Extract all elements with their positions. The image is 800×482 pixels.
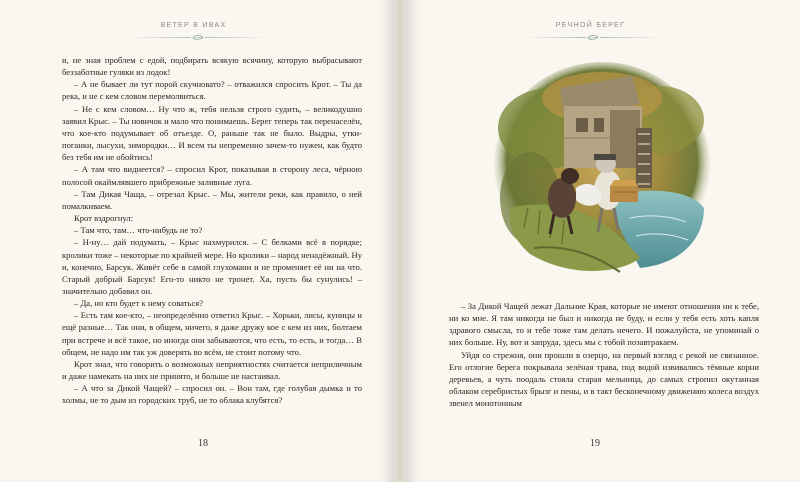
leaf-ornament-icon (586, 33, 600, 42)
hamper-basket (610, 180, 638, 202)
paragraph: – Там Дикая Чаща, – отрезал Крыс. – Мы, жители реки, как правило, о ней помалкиваем. (62, 188, 362, 211)
running-head-right: РЕЧНОЙ БЕРЕГ (555, 22, 626, 29)
paragraph: – Есть там кое-кто, – неопределённо ответил Крыс. – Хорьки, лисы, куницы и ещё разные… Так они, в общем, ничего, я даже дружу кое с кем из них, болтаем при встрече и всё такое, но иногда они забываются, что есть, то есть, и тогда… В общем, не надо им так уж доверять во всём, не стоит потому что. (62, 310, 362, 357)
paragraph: – Н-ну… дай подумать, – Крыс нахмурился. – С белками всё в порядке; кролики тоже – некоторые по крайней мере. Но кролики – народ ненадёжный. Ну и, конечно, Барсук. Живёт себе в самой глухомани и не променяет её ни на что. Старый добрый Барсук! Его-то никто не тронет. Ха, пусть бы сунулись! – значительно добавил он. (62, 237, 362, 296)
running-head-left: ВЕТЕР В ИВАХ (160, 22, 227, 29)
mill-pond-illustration (490, 58, 714, 284)
paragraph: – Там что, там… что-нибудь не то? (74, 225, 203, 236)
paragraph: – А что за Дикой Чащей? – спросил он. – Вон там, где голубая дымка и то холмы, не то дым из городских труб, не то облака клубятся? (62, 383, 362, 406)
water-wheel (636, 128, 652, 188)
paragraph: – А там что виднеется? – спросил Крот, показывая в сторону леса, чёрною полосой окаймлявшего прибрежные заливные луга. (62, 164, 362, 187)
left-page (0, 0, 395, 482)
paragraph: Уйдя со стрежня, они прошли в озерцо, на первый взгляд с рекой не связанное. Его отлогие берега покрывала зелёная трава, под водой извивались тёмные корни деревьев, а чуть поодаль стояла старая мельница, до самых стропил окутанная облаком серебристых брызг и пены, и в такт бесконечному движению колеса воздух звенел монотонным (449, 349, 759, 409)
page-number-left: 18 (198, 438, 208, 449)
book-gutter (395, 0, 405, 482)
paragraph: – За Дикой Чащей лежат Дальние Края, которые не имеют отношения ни к тебе, ни ко мне. Я там никогда не был и никогда не буду, и если у тебя есть хоть капля здравого смысла, то и тебе тоже там делать нечего. И пожалуйста, не упоминай о них больше. Ну, вот и запруда, здесь мы с тобой позавтракаем. (449, 301, 759, 348)
right-page (405, 0, 800, 482)
page-number-right: 19 (590, 438, 600, 449)
left-page-text (62, 54, 362, 407)
paragraph: и, не зная проблем с едой, подбирать всякую всячину, которую выбрасывают беззаботные гуляки из лодок! (62, 55, 362, 78)
paragraph: – Не с кем словом… Ну что ж, тебя нельзя строго судить, – великодушно заявил Крыс. – Ты новичок и мало что понимаешь. Берег теперь так перенаселён, что кое-кто подумывает об отъезде. О, раньше так не было. Выдры, утки-поганки, лысухи, зимородки… И всем ты непременно зачем-то нужен, как будто без тебя им не обойтись! (62, 103, 362, 163)
paragraph: Крот знал, что говорить о возможных неприятностях считается неприличным и даже намекать на них не принято, и больше не настаивал. (62, 358, 362, 382)
leaf-ornament-icon (191, 33, 205, 42)
paragraph: – А не бывает ли тут порой скучновато? – отважился спросить Крот. – Ты да река, и не с кем словом перемолвиться. (62, 79, 362, 102)
paragraph: Крот вздрогнул: (74, 213, 134, 224)
paragraph: – Да, но кто будет к нему соваться? (74, 298, 204, 309)
right-page-text (449, 300, 759, 409)
